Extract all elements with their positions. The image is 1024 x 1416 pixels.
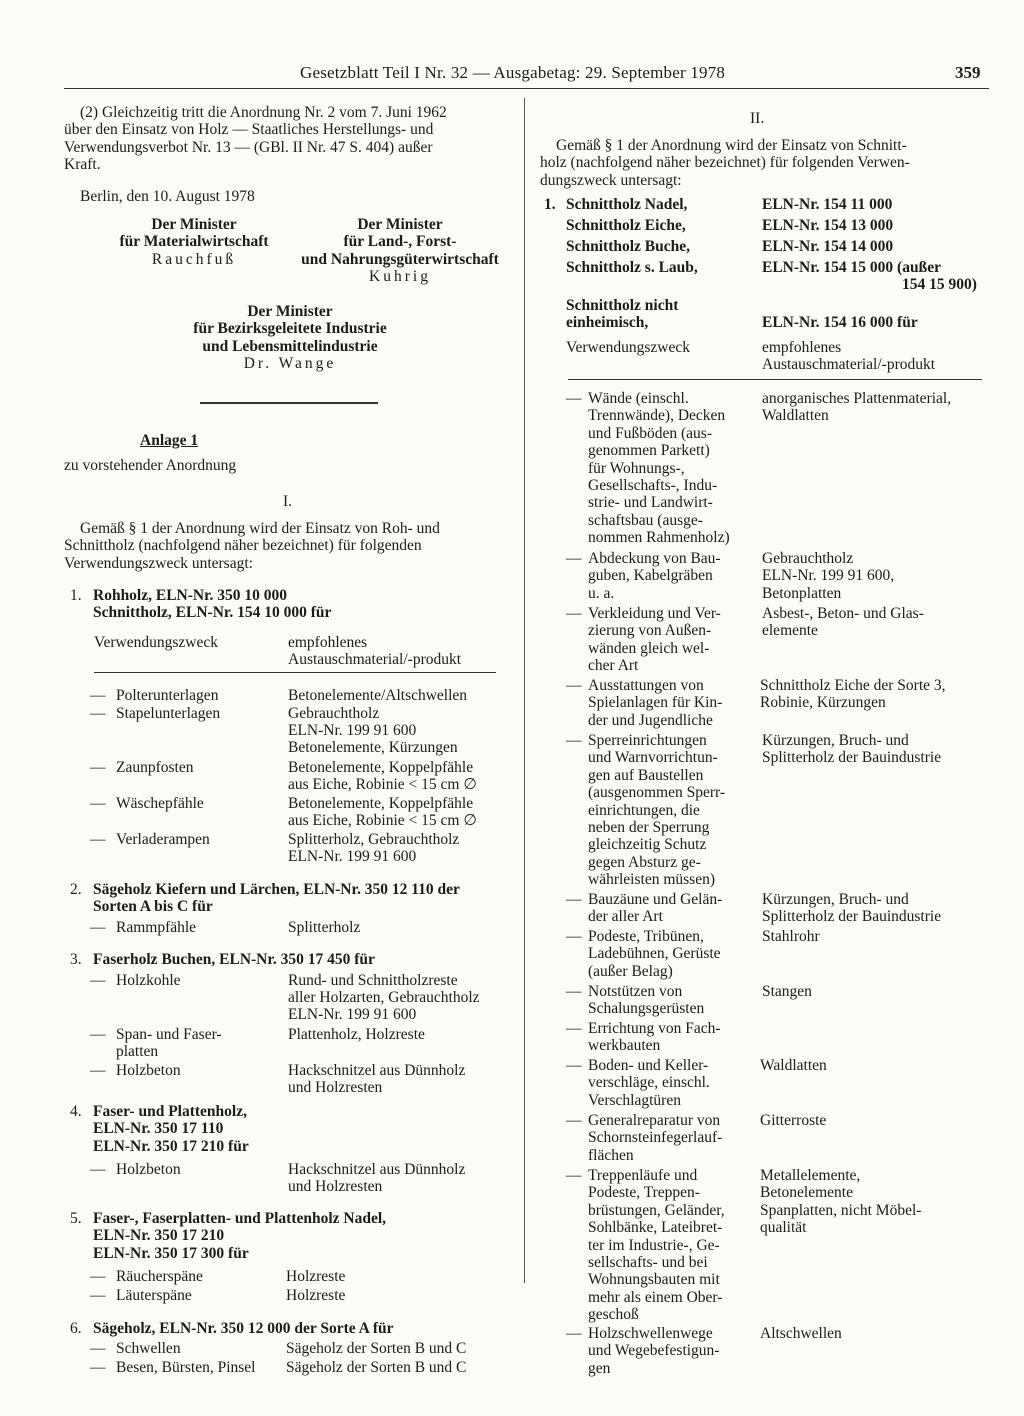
header-rule bbox=[64, 88, 989, 89]
table-2-body bbox=[90, 919, 510, 937]
table-row: — Wände (einschl. Trennwände), Decken und Fußböden (aus- genommen Parkett) für Wohnungs-, Gesellschafts-, Indu- strie- und Landwirt- schaftsbau (ausge- nommen Rahmenholz) anorganisches Plattenmaterial, Waldlatten bbox=[566, 390, 952, 547]
annex-title: Anlage 1 bbox=[140, 432, 199, 449]
table-row: — Verkleidung und Ver- zierung von Außen- wänden gleich wel- cher Art Asbest-, Beton- und Glas- elemente bbox=[566, 605, 924, 675]
item-3-heading: 3. Faserholz Buchen, ELN-Nr. 350 17 450 für bbox=[70, 951, 375, 968]
item-6-heading: 6. Sägeholz, ELN-Nr. 350 12 000 der Sorte A für bbox=[70, 1320, 394, 1337]
section-II-intro: Gemäß § 1 der Anordnung wird der Einsatz von Schnitt- holz (nachfolgend näher bezeichnet) für folgenden Verwen- dungszweck untersagt: bbox=[540, 137, 910, 189]
page-number: 359 bbox=[955, 63, 981, 82]
table-row: — Ausstattungen von Spielanlagen für Kin- der und Jugendliche Schnittholz Eiche der Sorte 3, Robinie, Kürzungen bbox=[566, 677, 946, 729]
table-1-body bbox=[90, 687, 510, 867]
table-row: — Polterunterlagen Betonelemente/Altschwellen bbox=[90, 687, 468, 704]
table-row: — Verladerampen Splitterholz, Gebrauchtholz ELN-Nr. 199 91 600 bbox=[90, 831, 460, 865]
table-6-body bbox=[90, 1340, 510, 1378]
table-row: — Räucherspäne Holzreste bbox=[90, 1268, 346, 1285]
signature-block-landwirtschaft: Der Minister für Land-, Forst- und Nahrungsgüterwirtschaft Kuhrig bbox=[301, 216, 499, 286]
place-date: Berlin, den 10. August 1978 bbox=[80, 188, 255, 205]
table-row: — Sperreinrichtungen und Warnvorrichtun- gen auf Baustellen (ausgenommen Sperr- einrichtungen, die neben der Sperrung gleichzeitig Schutz gegen Absturz ge- währleisten müssen) Kürzungen, Bruch- und Splitterholz der Bauindustrie bbox=[566, 732, 942, 889]
item-2-heading: 2. Sägeholz Kiefern und Lärchen, ELN-Nr. 350 12 110 der Sorten A bis C für bbox=[70, 881, 460, 916]
table-5-body bbox=[90, 1268, 510, 1306]
table-II-body bbox=[566, 390, 996, 1380]
table-row: — Besen, Bürsten, Pinsel Sägeholz der Sorten B und C bbox=[90, 1359, 467, 1376]
section-number-I: I. bbox=[283, 493, 293, 510]
table-1-rule bbox=[94, 672, 496, 673]
table-row: — Notstützen von Schalungsgerüsten Stangen bbox=[566, 983, 812, 1018]
table-row: — Stapelunterlagen Gebrauchtholz ELN-Nr. 199 91 600 Betonelemente, Kürzungen bbox=[90, 705, 458, 756]
signature-block-materialwirtschaft: Der Minister für Materialwirtschaft Rauchfuß bbox=[119, 216, 269, 268]
table-row: — Zaunpfosten Betonelemente, Koppelpfähle aus Eiche, Robinie < 15 cm ∅ bbox=[90, 759, 477, 793]
table-II-rule bbox=[568, 379, 982, 380]
item-4-heading: 4. Faser- und Plattenholz, ELN-Nr. 350 17 110 ELN-Nr. 350 17 210 für bbox=[70, 1103, 249, 1155]
list-item: Schnittholz s. Laub, ELN-Nr. 154 15 000 (außer 154 15 900) bbox=[566, 259, 977, 293]
item-5-heading: 5. Faser-, Faserplatten- und Plattenholz Nadel, ELN-Nr. 350 17 210 ELN-Nr. 350 17 300 für bbox=[70, 1210, 387, 1262]
section-II-items: 1. Schnittholz Nadel, ELN-Nr. 154 11 000 Schnittholz Eiche, ELN-Nr. 154 13 000 Schnittholz Buche, ELN-Nr. 154 14 000 Schnittholz s. Laub, ELN-Nr. 154 15 000 (außer 154 15 900) Schnittholz nicht einheimisch, ELN-Nr. 154 16 000 für bbox=[544, 196, 984, 333]
table-row: — Holzkohle Rund- und Schnittholzreste aller Holzarten, Gebrauchtholz ELN-Nr. 199 91 600 bbox=[90, 972, 480, 1023]
table-row: — Holzbeton Hackschnitzel aus Dünnholz und Holzresten bbox=[90, 1161, 466, 1195]
section-number-II: II. bbox=[750, 110, 765, 127]
signature-block-bezirksindustrie: Der Minister für Bezirksgeleitete Industrie und Lebensmittelindustrie Dr. Wange bbox=[193, 303, 387, 373]
table-row: — Podeste, Tribünen, Ladebühnen, Gerüste (außer Belag) Stahlrohr bbox=[566, 928, 820, 980]
table-row: — Span- und Faser- platten Plattenholz, Holzreste bbox=[90, 1026, 425, 1060]
table-row: — Schwellen Sägeholz der Sorten B und C bbox=[90, 1340, 467, 1357]
column-divider bbox=[524, 98, 525, 1283]
table-row: — Bauzäune und Gelän- der aller Art Kürzungen, Bruch- und Splitterholz der Bauindustrie bbox=[566, 891, 942, 926]
paragraph-2: (2) Gleichzeitig tritt die Anordnung Nr. 2 vom 7. Juni 1962 über den Einsatz von Holz — Staatliches Herstellungs- und Verwendungsverbot Nr. 13 — (GBl. II Nr. 47 S. 404) außer Kraft. bbox=[64, 104, 447, 174]
table-row: — Holzschwellenwege und Wegebefestigun- gen Altschwellen bbox=[566, 1325, 842, 1377]
table-row: — Abdeckung von Bau- guben, Kabelgräben u. a. Gebrauchtholz ELN-Nr. 199 91 600, Betonplatten bbox=[566, 550, 895, 602]
list-item: Schnittholz Nadel, ELN-Nr. 154 11 000 bbox=[566, 196, 893, 213]
list-item: Schnittholz Eiche, ELN-Nr. 154 13 000 bbox=[566, 217, 894, 234]
item-1-heading: 1. Rohholz, ELN-Nr. 350 10 000 Schnittholz, ELN-Nr. 154 10 000 für bbox=[70, 587, 332, 622]
list-item: Schnittholz Buche, ELN-Nr. 154 14 000 bbox=[566, 238, 894, 255]
table-row: — Rammpfähle Splitterholz bbox=[90, 919, 361, 936]
table-row: — Treppenläufe und Podeste, Treppen- brüstungen, Geländer, Sohlbänke, Lateibret- ter im Industrie-, Ge- sellschafts- und bei Wohnungsbauten mit mehr als einem Ober- geschoß Metallelemente, Betonelemente Spanplatten, nicht Möbel- qualität bbox=[566, 1167, 922, 1324]
table-row: — Errichtung von Fach- werkbauten bbox=[566, 1020, 721, 1055]
annex-subtitle: zu vorstehender Anordnung bbox=[64, 457, 237, 474]
page-header: Gesetzblatt Teil I Nr. 32 — Ausgabetag: 29. September 1978 bbox=[300, 63, 726, 82]
list-item: Schnittholz nicht einheimisch, ELN-Nr. 154 16 000 für bbox=[566, 297, 918, 331]
section-rule bbox=[200, 402, 378, 404]
table-row: — Boden- und Keller- verschläge, einschl. Verschlagtüren Waldlatten bbox=[566, 1057, 827, 1109]
table-row: — Generalreparatur von Schornsteinfegerlauf- flächen Gitterroste bbox=[566, 1112, 827, 1164]
table-row: — Holzbeton Hackschnitzel aus Dünnholz und Holzresten bbox=[90, 1062, 466, 1096]
table-row: — Läuterspäne Holzreste bbox=[90, 1287, 346, 1304]
section-I-intro: Gemäß § 1 der Anordnung wird der Einsatz von Roh- und Schnittholz (nachfolgend näher bezeichnet) für folgenden Verwendungszweck untersagt: bbox=[64, 520, 440, 572]
table-3-body bbox=[90, 972, 510, 1098]
table-row: — Wäschepfähle Betonelemente, Koppelpfähle aus Eiche, Robinie < 15 cm ∅ bbox=[90, 795, 477, 829]
table-4-body bbox=[90, 1161, 510, 1197]
